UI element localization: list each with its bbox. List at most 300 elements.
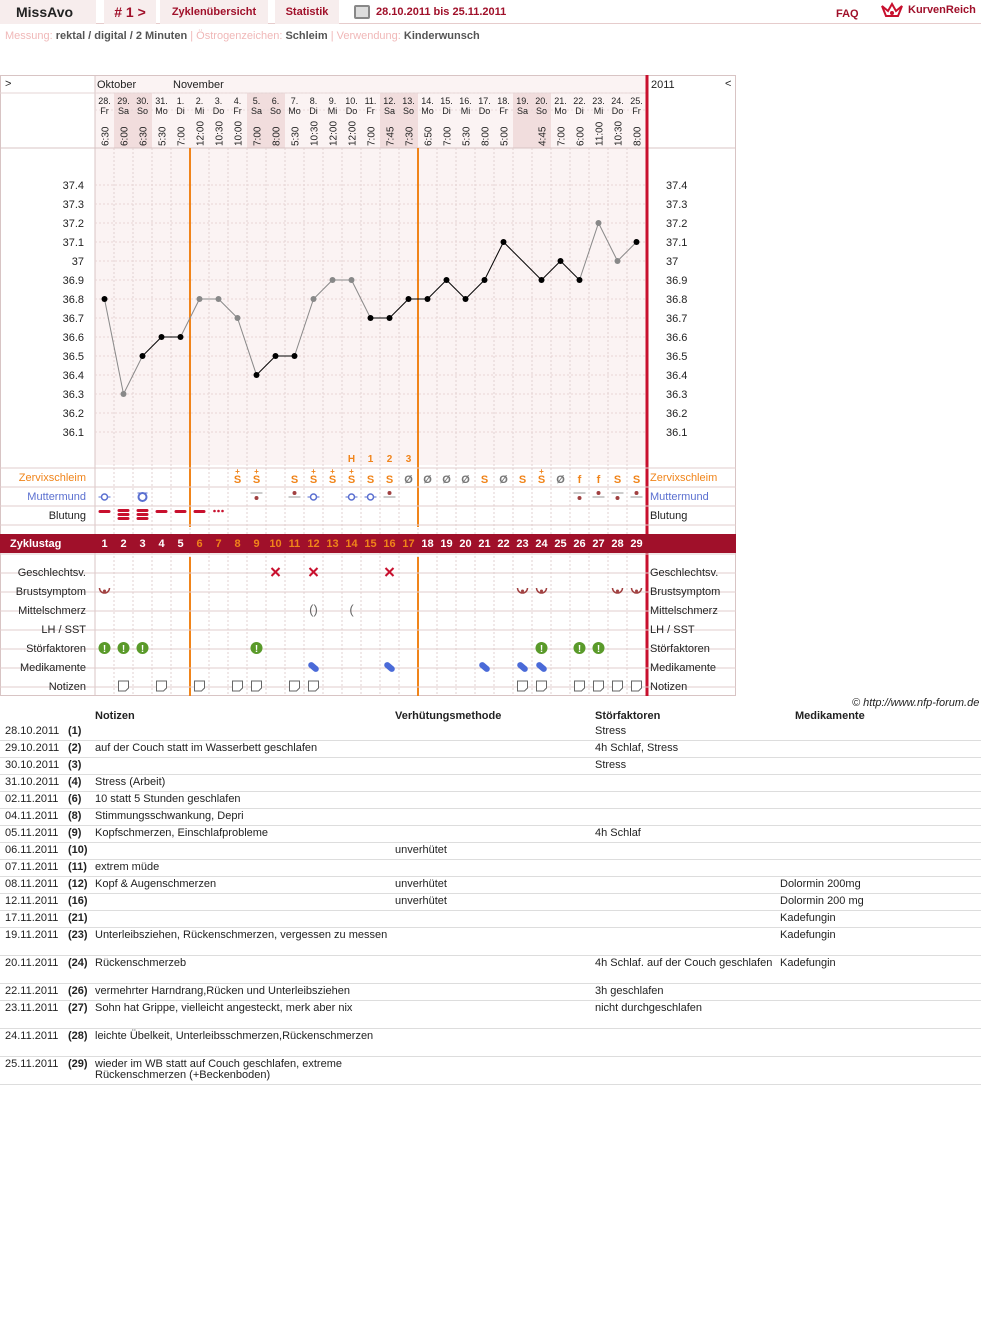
oestrogen-value: Schleim — [285, 30, 328, 42]
note-icon — [157, 681, 167, 691]
day-number: 20. — [535, 96, 548, 106]
notes-row — [0, 758, 981, 775]
bleeding-heavy-icon — [137, 517, 149, 520]
note-icon — [195, 681, 205, 691]
disturbance-mark: ! — [254, 644, 259, 655]
weekday: Sa — [250, 106, 263, 116]
y-tick-right: 36.1 — [666, 427, 688, 439]
measure-time: 7:30 — [404, 126, 416, 146]
row-label-zervix: Zervixschleim — [18, 472, 86, 484]
note-cycle-day: (23) — [68, 929, 88, 941]
measure-time: 8:00 — [632, 126, 644, 146]
day-number: 4. — [233, 96, 242, 106]
temp-point — [558, 258, 564, 264]
zervix-value: Ø — [442, 474, 451, 486]
y-tick-right: 36.4 — [666, 370, 688, 382]
measure-time: 6:00 — [575, 126, 587, 146]
measure-time: 6:30 — [138, 126, 150, 146]
measure-time: 6:00 — [119, 126, 131, 146]
note-text: Sohn hat Grippe, vielleicht angesteckt, merk aber nix — [95, 1002, 353, 1014]
faq-link[interactable]: FAQ — [836, 8, 859, 20]
separator: | — [330, 30, 334, 42]
cycle-day-number: 9 — [253, 538, 260, 550]
note-icon — [594, 681, 604, 691]
zervix-value: S — [366, 474, 375, 486]
crown-logo-icon — [880, 2, 904, 20]
note-date: 28.10.2011 — [5, 725, 60, 737]
mittelschmerz-icon: ( — [349, 602, 354, 617]
measure-time: 7:00 — [556, 126, 568, 146]
disturbance-mark: ! — [102, 644, 107, 655]
bleeding-light-icon — [156, 510, 168, 513]
cycle-day-number: 4 — [158, 538, 165, 550]
note-icon — [252, 681, 262, 691]
y-tick-right: 36.7 — [666, 313, 688, 325]
temp-point — [216, 296, 222, 302]
logo-text: KurvenReich — [908, 4, 976, 16]
note-cycle-day: (10) — [68, 844, 88, 856]
note-date: 29.10.2011 — [5, 742, 60, 754]
temp-point — [406, 296, 412, 302]
zervix-value: S — [518, 474, 527, 486]
note-medication: Dolormin 200 mg — [780, 895, 864, 907]
row-label-medik: Medikamente — [19, 662, 86, 674]
breast-symptom-dot — [616, 590, 619, 593]
y-tick-left: 37.2 — [62, 218, 84, 230]
temp-point — [102, 296, 108, 302]
note-icon — [632, 681, 642, 691]
weekday: Mo — [155, 106, 168, 116]
note-cycle-day: (26) — [68, 985, 88, 997]
note-contraception: unverhütet — [395, 895, 447, 907]
row-label-right-stoer: Störfaktoren — [650, 643, 710, 655]
temp-point — [311, 296, 317, 302]
zervix-value: S — [480, 474, 489, 486]
note-disturbance: 4h Schlaf. auf der Couch geschlafen — [595, 957, 773, 969]
day-number: 18. — [497, 96, 510, 106]
bleeding-light-icon — [175, 510, 187, 513]
copyright: © http://www.nfp-forum.de — [852, 697, 980, 709]
note-cycle-day: (29) — [68, 1058, 88, 1070]
measure-time: 7:00 — [366, 126, 378, 146]
note-date: 02.11.2011 — [5, 793, 59, 805]
note-cycle-day: (6) — [68, 793, 82, 805]
notes-row — [0, 775, 981, 792]
notes-header-notizen: Notizen — [95, 710, 135, 722]
month-label: Oktober — [97, 79, 137, 91]
note-text: Rückenschmerzeb — [95, 957, 187, 969]
cycle-day-number: 17 — [402, 538, 415, 550]
note-medication: Kadefungin — [780, 929, 836, 941]
measure-time: 7:45 — [385, 126, 397, 146]
notes-row — [0, 1001, 981, 1029]
measure-time: 12:00 — [195, 120, 207, 146]
note-cycle-day: (3) — [68, 759, 82, 771]
row-label-zyklustag: Zyklustag — [10, 538, 62, 550]
day-number: 14. — [421, 96, 434, 106]
weekday: Fr — [632, 106, 641, 116]
notes-header-verhuetung: Verhütungsmethode — [395, 710, 502, 722]
note-icon — [575, 681, 585, 691]
note-medication: Kadefungin — [780, 957, 836, 969]
y-tick-right: 37.4 — [666, 180, 688, 192]
day-number: 5. — [252, 96, 261, 106]
y-tick-left: 37.3 — [62, 199, 84, 211]
note-text: vermehrter Harndrang,Rücken und Unterleibsziehen — [95, 985, 350, 997]
note-icon — [518, 681, 528, 691]
cycle-day-number: 12 — [307, 538, 320, 550]
y-tick-left: 36.9 — [62, 275, 84, 287]
weekday: Di — [575, 106, 584, 116]
note-cycle-day: (27) — [68, 1002, 88, 1014]
cervix-closed-icon — [616, 496, 620, 500]
cycle-day-number: 8 — [234, 538, 241, 550]
notes-row — [0, 724, 981, 741]
weekday: Sa — [117, 106, 130, 116]
note-date: 06.11.2011 — [5, 844, 59, 856]
note-date: 23.11.2011 — [5, 1002, 59, 1014]
cycle-day-number: 2 — [120, 538, 127, 550]
note-disturbance: nicht durchgeschlafen — [595, 1002, 703, 1014]
zervix-value: S — [347, 474, 356, 486]
day-number: 29. — [117, 96, 130, 106]
day-number: 15. — [440, 96, 453, 106]
y-tick-left: 36.5 — [62, 351, 84, 363]
note-icon — [290, 681, 300, 691]
zervix-value: Ø — [404, 474, 413, 486]
temp-point — [178, 334, 184, 340]
bleeding-heavy-icon — [118, 513, 130, 516]
cervix-open-icon — [349, 494, 355, 500]
note-contraception: unverhütet — [395, 844, 447, 856]
cycle-day-number: 5 — [177, 538, 184, 550]
y-tick-right: 36.5 — [666, 351, 688, 363]
notes-header-medikamente: Medikamente — [795, 710, 865, 722]
nav-forward: < — [725, 78, 732, 90]
note-disturbance: Stress — [595, 759, 627, 771]
cycle-day-number: 10 — [269, 538, 282, 550]
weekday: Mi — [460, 106, 471, 116]
notes-row — [0, 860, 981, 877]
note-date: 08.11.2011 — [5, 878, 59, 890]
note-date: 22.11.2011 — [5, 985, 59, 997]
temp-point — [539, 277, 545, 283]
note-disturbance: 3h geschlafen — [595, 985, 664, 997]
day-number: 17. — [478, 96, 491, 106]
y-tick-left: 36.3 — [62, 389, 84, 401]
day-number: 16. — [459, 96, 472, 106]
measure-time: 7:00 — [442, 126, 454, 146]
note-date: 04.11.2011 — [5, 810, 59, 822]
weekday: So — [136, 106, 149, 116]
weekday: Do — [478, 106, 491, 116]
note-cycle-day: (1) — [68, 725, 82, 737]
zervix-value: S — [252, 474, 261, 486]
note-text: extrem müde — [95, 861, 160, 873]
note-cycle-day: (11) — [68, 861, 87, 873]
temp-point — [254, 372, 260, 378]
zervix-plus: + — [349, 467, 354, 476]
y-tick-left: 36.6 — [62, 332, 84, 344]
measure-time: 10:00 — [233, 120, 245, 146]
disturbance-mark: ! — [596, 644, 601, 655]
notes-row — [0, 956, 981, 984]
disturbance-mark: ! — [577, 644, 582, 655]
nav-back: > — [5, 78, 12, 90]
measure-time: 4:45 — [537, 126, 549, 146]
cycle-day-number: 3 — [139, 538, 146, 550]
username: MissAvo — [0, 0, 96, 24]
notes-row — [0, 826, 981, 843]
weekday: Mi — [327, 106, 338, 116]
y-tick-left: 37.1 — [62, 237, 84, 249]
weekday: Sa — [383, 106, 396, 116]
messung-label: Messung: — [5, 30, 53, 42]
y-tick-left: 36.4 — [62, 370, 84, 382]
weekday: Mo — [288, 106, 301, 116]
weekday: Mi — [593, 106, 604, 116]
separator: | — [190, 30, 194, 42]
row-label-geschlecht: Geschlechtsv. — [17, 567, 86, 579]
measure-time: 11:00 — [594, 121, 606, 146]
note-cycle-day: (2) — [68, 742, 82, 754]
measure-time: 10:30 — [613, 120, 625, 146]
cycle-day-number: 22 — [497, 538, 510, 550]
note-text: Stimmungsschwankung, Depri — [95, 810, 244, 822]
breast-symptom-dot — [540, 590, 543, 593]
row-label-right-lh: LH / SST — [650, 624, 695, 636]
measure-time: 12:00 — [347, 120, 359, 146]
notes-row — [0, 741, 981, 758]
day-number: 1. — [176, 96, 185, 106]
zervix-plus: + — [539, 467, 544, 476]
y-tick-right: 37.2 — [666, 218, 688, 230]
weekday: Sa — [516, 106, 529, 116]
notes-row — [0, 792, 981, 809]
note-text: 10 statt 5 Stunden geschlafen — [95, 793, 241, 805]
measure-time: 5:00 — [499, 126, 511, 146]
bleeding-heavy-icon — [118, 509, 130, 512]
cervix-open-icon — [102, 494, 108, 500]
day-number: 25. — [630, 96, 643, 106]
zervix-plus: + — [330, 467, 335, 476]
notes-row — [0, 1029, 981, 1057]
zervix-value: S — [385, 474, 394, 486]
day-number: 9. — [328, 96, 337, 106]
measure-time: 12:00 — [328, 120, 340, 146]
cycle-day-number: 16 — [383, 538, 396, 550]
weekday: Do — [345, 106, 358, 116]
y-tick-right: 36.2 — [666, 408, 688, 420]
day-number: 10. — [345, 96, 358, 106]
bleeding-light-icon — [99, 510, 111, 513]
y-tick-right: 37 — [666, 256, 679, 268]
disturbance-mark: ! — [121, 644, 126, 655]
row-label-right-brust: Brustsymptom — [650, 586, 721, 598]
cervix-closed-icon — [255, 496, 259, 500]
weekday: Do — [212, 106, 225, 116]
weekday: Fr — [233, 106, 242, 116]
y-tick-right: 37.1 — [666, 237, 688, 249]
zervix-value: f — [596, 474, 601, 486]
notes-row — [0, 809, 981, 826]
note-date: 25.11.2011 — [5, 1058, 59, 1070]
y-tick-right: 37.3 — [666, 199, 688, 211]
printer-icon[interactable] — [354, 5, 370, 19]
zervix-plus: + — [254, 467, 259, 476]
bleeding-heavy-icon — [137, 509, 149, 512]
notes-row — [0, 911, 981, 928]
cycle-day-number: 7 — [215, 538, 222, 550]
temp-point — [634, 239, 640, 245]
day-number: 23. — [592, 96, 605, 106]
tab-cycle-overview[interactable]: Zyklenübersicht — [160, 0, 268, 24]
notes-row — [0, 928, 981, 956]
cycle-day-number: 29 — [630, 538, 643, 550]
temp-point — [368, 315, 374, 321]
zervix-value: Ø — [499, 474, 508, 486]
temp-point — [140, 353, 146, 359]
note-disturbance: 4h Schlaf, Stress — [595, 742, 679, 754]
row-label-right-muttermund: Muttermund — [650, 491, 709, 503]
note-date: 19.11.2011 — [5, 929, 59, 941]
temp-point — [349, 277, 355, 283]
bleeding-heavy-icon — [137, 513, 149, 516]
note-medication: Dolormin 200mg — [780, 878, 861, 890]
zervix-value: S — [290, 474, 299, 486]
cycle-nav-button[interactable]: # 1 > — [104, 0, 156, 24]
note-cycle-day: (8) — [68, 810, 82, 822]
cycle-day-number: 21 — [478, 538, 491, 550]
y-tick-left: 36.2 — [62, 408, 84, 420]
zervix-value: Ø — [556, 474, 565, 486]
note-date: 07.11.2011 — [5, 861, 59, 873]
note-icon — [613, 681, 623, 691]
zervix-value: S — [632, 474, 641, 486]
cycle-day-number: 15 — [364, 538, 377, 550]
weekday: Mo — [421, 106, 434, 116]
note-icon — [309, 681, 319, 691]
cycle-day-number: 25 — [554, 538, 567, 550]
temp-point — [444, 277, 450, 283]
measure-time: 10:30 — [309, 120, 321, 146]
day-number: 11. — [364, 96, 377, 106]
day-number: 12. — [383, 96, 396, 106]
weekday: So — [269, 106, 282, 116]
zervix-value: S — [233, 474, 242, 486]
cycle-day-number: 24 — [535, 538, 548, 550]
y-tick-right: 36.9 — [666, 275, 688, 287]
day-number: 24. — [611, 96, 624, 106]
breast-symptom-dot — [103, 590, 106, 593]
day-number: 22. — [573, 96, 586, 106]
note-date: 20.11.2011 — [5, 957, 59, 969]
cycle-day-number: 11 — [288, 538, 301, 550]
temp-point — [235, 315, 241, 321]
row-label-right-zervix: Zervixschleim — [650, 472, 718, 484]
note-icon — [537, 681, 547, 691]
measure-time: 8:00 — [271, 126, 283, 146]
cycle-day-number: 19 — [440, 538, 453, 550]
note-cycle-day: (9) — [68, 827, 82, 839]
note-text: Kopfschmerzen, Einschlafprobleme — [95, 827, 269, 839]
cycle-day-number: 28 — [611, 538, 624, 550]
cycle-day-number: 14 — [345, 538, 358, 550]
note-text: Stress (Arbeit) — [95, 776, 166, 788]
top-bar — [0, 0, 981, 24]
cervix-high-icon — [597, 491, 601, 495]
peak-label: 2 — [386, 454, 393, 465]
temp-point — [463, 296, 469, 302]
weekday: Mi — [194, 106, 205, 116]
breast-symptom-dot — [521, 590, 524, 593]
weekday: Fr — [366, 106, 375, 116]
y-tick-left: 37.4 — [62, 180, 84, 192]
notes-row — [0, 894, 981, 911]
zervix-value: f — [577, 474, 582, 486]
messung-value: rektal / digital / 2 Minuten — [55, 30, 188, 42]
measure-time: 6:30 — [100, 126, 112, 146]
notes-row — [0, 843, 981, 860]
note-medication: Kadefungin — [780, 912, 836, 924]
oestrogen-label: Östrogenzeichen: — [196, 30, 283, 42]
weekday: Mo — [554, 106, 567, 116]
y-tick-left: 36.8 — [62, 294, 84, 306]
weekday: Do — [611, 106, 624, 116]
cycle-day-number: 20 — [459, 538, 472, 550]
row-label-right-blutung: Blutung — [650, 510, 688, 522]
zervix-value: S — [537, 474, 546, 486]
day-number: 13. — [402, 96, 415, 106]
weekday: So — [402, 106, 415, 116]
temp-point — [425, 296, 431, 302]
weekday: Di — [309, 106, 318, 116]
y-tick-left: 36.1 — [62, 427, 84, 439]
y-tick-left: 37 — [71, 256, 84, 268]
note-cycle-day: (24) — [68, 957, 88, 969]
disturbance-mark: ! — [539, 644, 544, 655]
date-range: 28.10.2011 bis 25.11.2011 — [376, 6, 507, 18]
note-cycle-day: (12) — [68, 878, 88, 890]
verwendung-label: Verwendung: — [336, 30, 401, 42]
tab-statistics[interactable]: Statistik — [275, 0, 339, 24]
zervix-plus: + — [311, 467, 316, 476]
cervix-high-icon — [293, 491, 297, 495]
note-date: 24.11.2011 — [5, 1030, 59, 1042]
temp-point — [330, 277, 336, 283]
y-tick-right: 36.8 — [666, 294, 688, 306]
row-label-mittel: Mittelschmerz — [18, 605, 86, 617]
measure-time: 7:00 — [252, 126, 264, 146]
spotting-icon — [221, 510, 224, 513]
day-number: 6. — [271, 96, 280, 106]
day-number: 30. — [136, 96, 149, 106]
cycle-day-number: 6 — [196, 538, 203, 550]
y-tick-right: 36.6 — [666, 332, 688, 344]
note-icon — [119, 681, 129, 691]
row-label-right-notizen: Notizen — [650, 681, 688, 693]
measure-time: 8:00 — [480, 126, 492, 146]
zervix-value: S — [613, 474, 622, 486]
row-label-muttermund: Muttermund — [27, 491, 86, 503]
day-number: 8. — [309, 96, 318, 106]
bleeding-heavy-icon — [118, 517, 130, 520]
temp-point — [197, 296, 203, 302]
cycle-chart — [0, 75, 736, 696]
day-number: 28. — [98, 96, 111, 106]
peak-label: 3 — [405, 454, 412, 465]
day-number: 19. — [516, 96, 529, 106]
